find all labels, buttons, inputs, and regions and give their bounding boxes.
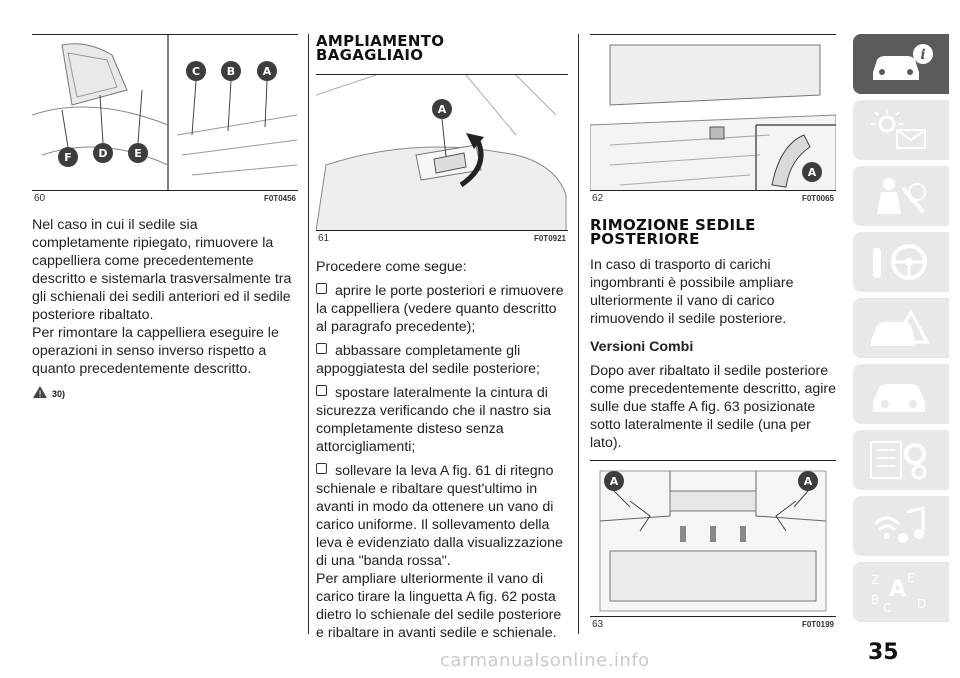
column-3-text	[590, 218, 838, 452]
bullet-item	[316, 342, 568, 378]
heading-line: RIMOZIONE SEDILE	[590, 216, 756, 234]
index-icon	[867, 570, 937, 614]
tab-warning-lights[interactable]	[853, 100, 949, 160]
safety-icon	[867, 174, 937, 218]
starting-driving-icon	[867, 240, 937, 284]
warning-reference	[32, 384, 298, 402]
svg-text:A: A	[889, 577, 907, 602]
tab-technical-data[interactable]	[853, 430, 949, 490]
technical-data-icon	[867, 438, 937, 482]
bullet-item	[316, 462, 568, 570]
figure-60-illustration	[32, 35, 298, 191]
callout-f: F	[64, 151, 72, 164]
callout-a: A	[437, 103, 447, 116]
figure-code: F0T0456	[263, 194, 296, 203]
paragraph: Dopo aver ribaltato il sedile posteriore come precedentemente descritto, agire sulle due staffe A fig. 63 posizionate sotto lateralmente il sedile (una per lato).	[590, 363, 837, 451]
svg-text:!: !	[38, 390, 42, 399]
callout-d: D	[98, 147, 108, 160]
warning-lights-icon	[867, 108, 937, 152]
tab-emergency[interactable]	[853, 298, 949, 358]
callout-e: E	[134, 147, 142, 160]
figure-60	[32, 34, 298, 207]
bullet-item	[316, 384, 568, 456]
column-divider	[578, 34, 579, 634]
figure-61	[316, 74, 568, 247]
tab-car-info[interactable]	[853, 34, 949, 94]
checkbox-bullet-icon	[316, 385, 327, 396]
svg-text:Z: Z	[871, 573, 880, 587]
section-heading	[590, 218, 838, 246]
tab-maintenance[interactable]	[853, 364, 949, 424]
heading-line: AMPLIAMENTO	[316, 32, 445, 50]
paragraph: Per ampliare ulteriormente il vano di carico tirare la linguetta A fig. 62 posta dietro lo schienale del sedile posteriore e ribaltare in avanti sedile e schienale.	[316, 571, 562, 641]
multimedia-icon	[867, 504, 937, 548]
chapter-sidebar	[853, 34, 949, 628]
figure-63-illustration	[590, 461, 836, 617]
paragraph: Per rimontare la cappelliera eseguire le operazioni in senso inverso rispetto a quanto precedentemente descritto.	[32, 325, 279, 377]
column-2-text	[316, 258, 568, 642]
tab-multimedia[interactable]	[853, 496, 949, 556]
callout-a: A	[807, 166, 817, 179]
column-divider	[308, 34, 309, 634]
paragraph: In caso di trasporto di carichi ingombranti è possibile ampliare ulteriormente il vano di carico rimuovendo il sedile posteriore.	[590, 257, 794, 327]
tab-index[interactable]	[853, 562, 949, 622]
svg-text:i: i	[920, 47, 926, 63]
figure-63	[590, 460, 836, 633]
subheading: Versioni Combi	[590, 339, 694, 355]
svg-text:B: B	[871, 593, 880, 607]
figure-code: F0T0065	[801, 194, 834, 203]
figure-code: F0T0199	[801, 620, 834, 629]
figure-number: 61	[318, 233, 330, 244]
column-1	[32, 216, 298, 402]
bullet-text: spostare lateralmente la cintura di sicurezza verificando che il nastro sia completamente disteso senza attorcigliamenti;	[316, 385, 551, 455]
warning-ref-number: 30)	[52, 389, 66, 399]
figure-60-caption	[32, 190, 298, 207]
callout-b: B	[226, 65, 236, 78]
figure-62-caption	[590, 190, 836, 207]
bullet-item	[316, 282, 568, 336]
column-2	[316, 34, 568, 62]
page-number: 35	[868, 640, 899, 665]
intro-text: Procedere come segue:	[316, 259, 467, 275]
bullet-text: abbassare completamente gli appoggiatesta del sedile posteriore;	[316, 343, 541, 377]
callout-c: C	[191, 65, 201, 78]
callout-a: A	[803, 475, 813, 488]
section-heading	[316, 34, 568, 62]
figure-number: 62	[592, 193, 604, 204]
figure-code: F0T0921	[533, 234, 566, 243]
figure-number: 60	[34, 193, 46, 204]
callout-a: A	[262, 65, 272, 78]
svg-text:D: D	[917, 597, 927, 611]
maintenance-icon	[867, 372, 937, 416]
watermark: carmanualsonline.info	[440, 650, 650, 671]
figure-61-illustration	[316, 75, 568, 231]
checkbox-bullet-icon	[316, 463, 327, 474]
paragraph: Nel caso in cui il sedile sia completamente ripiegato, rimuovere la cappelliera come precedentemente descritto e sistemarla trasversalmente tra gli schienali dei sedili anteriori ed il sedile posteriore ribaltato.	[32, 217, 292, 323]
heading-line: BAGAGLIAIO	[316, 46, 424, 64]
svg-text:E: E	[907, 571, 915, 585]
bullet-text: sollevare la leva A fig. 61 di ritegno schienale e ribaltare quest'ultimo in avanti in modo da ottenere un vano di carico uniforme. Il sollevamento della leva è evidenziato dalla visualizzazione di una "banda rossa".	[316, 463, 563, 569]
bullet-text: aprire le porte posteriori e rimuovere la cappelliera (vedere quanto descritto al paragrafo precedente);	[316, 283, 564, 335]
svg-text:C: C	[883, 601, 892, 614]
emergency-icon	[867, 306, 937, 350]
warning-icon	[32, 385, 48, 399]
figure-61-caption	[316, 230, 568, 247]
checkbox-bullet-icon	[316, 283, 327, 294]
figure-62-illustration	[590, 35, 836, 191]
figure-63-caption	[590, 616, 836, 633]
tab-safety[interactable]	[853, 166, 949, 226]
heading-line: POSTERIORE	[590, 230, 700, 248]
callout-a: A	[609, 475, 619, 488]
figure-62	[590, 34, 836, 207]
figure-number: 63	[592, 619, 604, 630]
car-info-icon	[867, 42, 937, 86]
checkbox-bullet-icon	[316, 343, 327, 354]
tab-starting-driving[interactable]	[853, 232, 949, 292]
